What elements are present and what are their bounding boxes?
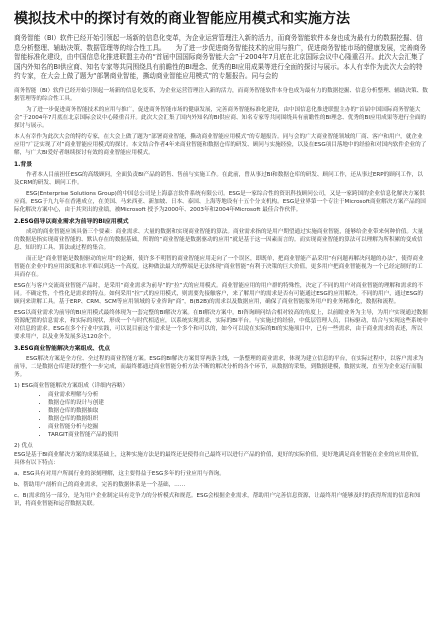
list-item: • 商业需求理解与分析	[48, 391, 428, 399]
list-item: • 数据仓库的数据组织	[48, 415, 428, 423]
body-paragraph: 商务智能（BI）软件已经开始引领起一场新的信息化变革，为企业运营管理注入新的活力，而商务智能软件本身也成为最有力的数据挖掘、信息分析整理、辅助决策、数据管理等的综合性工具。	[14, 87, 428, 102]
list-item: • 数据仓库的设计与创建	[48, 399, 428, 407]
advantage-paragraph: ESG是基于BI商业解决方案的成果基础上，这种实施方法是的最终还是使得自己最终可以进行产品的价值，更好的实际价值，更好地满足商业智能在企业的应用价值，具体有以下特点：	[14, 451, 423, 466]
section-paragraph: 成功的商业智能应该具备三个要素：商业需求、大量的数据和实现商业智能的算法。商业需求指的是用户期望通过实施商业智能，能够给企业带来何种价值。大量的数据是指实现商业智能的、默认存在的数据基础，所谓的“商业智能是数据驱动的应用”就是基于这一因素而言的。而实现商业智能的算法可以理解为所积累的变成信息、知识的工具、算法或过程的集合。	[14, 228, 424, 251]
article-body	[14, 87, 428, 508]
body-paragraph: 本人有幸作为此次大会的特约专家，在大会上做了题为“部署商业智能，撕动商业智能应用模式”的专题报告。同与会的广大商业智能领域的厂商、客户和用户，就企业应用“广泛实现了对”商业智能应用模式的探讨。本文结合作者4年来商业智能和数据仓库的研发、顾问与实施经验，以及在ESG项目落地中的经验和对国内软件企业的了解，与广大BI爱好者继续探讨有效的商业智能应用模式。	[14, 133, 427, 156]
advantage-paragraph: a、ESG具有对用户所属行业的深刻理解，这主要得益于ESG多年的行业应用与咨询。	[14, 470, 225, 477]
section-heading: 2.ESG倡导以商业需求为前导的BI应用模式	[14, 218, 129, 225]
abstract-paragraph: 商务智能（BI）软件已经开始引领起一场新的信息化变革，为企业运营管理注入新的活力，而商务智能软件本身也成为最有力的数据挖掘、信息分析整理、辅助决策、数据管理等的综合性工具。 为了进一步促进商务智能技术的应用与推广，促进商务智能市场的健康发展，完善商务智能标准化建设，由中国信息化推进联盟主办的“首届中国国际商务智能大会”于2004年7月底在北京国际会议中心隆重召开。此次大会汇集了国内外知名的BI供应商、知名专家等共同围绕具有前瞻性的BI理念、优秀的BI应用成果等进行全面的探讨与展示。本人有幸作为此次大会的特约专家，在大会上做了题为“部署商业智能，撕动商业智能应用模式”的专题报告。同与会的	[14, 34, 427, 81]
components-list	[14, 391, 428, 439]
section-heading: 1.背景	[14, 161, 33, 168]
section-paragraph: ESG在与客户交流商业智能产品时，是采用“商业需求为前导”的“拉”式的应用模式。商业智能应用的用户群的特殊性，决定了不同的用户对商业智能的理解和需求的不同。不确定性，个性化是需求的特点。如何采用“拉”式的应用模式，则需要先接触客户，来了解用户的需求是否有可能通过ESG的应用解决。不同的用户，通过ESG的顾问来讲解工具。基于ERP、CRM、SCM等应用领域的专业咨询“商”，B(B2B)的需求以及数据应用，确保了商业智能服务用户的业务精准化，数据和流程。	[14, 282, 424, 305]
abstract-block	[14, 34, 428, 82]
section-paragraph: 而正是“商业智能是数据驱动的应用”的论断，使许多不明智的商业智能应用走向了一个误区，即既单，把商业智能产品采用“有问题再解决问题的办法”，使得商业智能在企业中的应用深度和水平难以到达一个高度。这种做法最大的弊端是无法体现“商业智能”有利于决策的巨大价值，更多用户把商业智能视为一个已经定制好的工具而存在。	[14, 255, 424, 278]
list-item: • 数据仓库的数据抽取	[48, 407, 428, 415]
advantage-paragraph: b、帮助用户剖析自己的商业需求，完善的数据体系是一个基础，……	[14, 481, 186, 488]
advantages-label: 2) 优点	[14, 442, 33, 449]
section-paragraph: ESG解决方案是全方位、全过程的商业智能方案。ESG的BI解决方案贯穿两条主线，一条整理的商业需求，体现为建立信息的平台，在实际过程中，以客户需求为前导，二是数据仓库建设的整个一步完成，而最终都通过商业智能分析方法不断的解决分析的各个环节，从数据的采集，到数据建模，数据实现，直至为企业运行而服务。	[14, 355, 424, 378]
components-label: 1) ESG商业智能解决方案组成（详细内容略）	[14, 382, 129, 389]
section-heading: 3.ESG商业智能解决方案组成、优点	[14, 345, 111, 352]
list-item: • TARGIT商业智能产品的使用	[48, 431, 428, 439]
list-item: • 商业智能分析与挖掘	[48, 423, 428, 431]
section-paragraph: ESG(Enterprise Solutions Group)的中国总公司是上海嘉言软件系统有限公司。ESG是一家综合性的资讯科技顾问公司，又是一家跨国的企业信息化解决方案供应商。ESG于九九年在香港成立，在美国、马来西亚、新加坡、日本、泰国、上海等地设有十五个分支机构。ESG是业界第一个专注于Microsoft商业解决方案产品的国际化解决方案中心，由于其突出的业绩，被Microsoft 授予为2000年、2003年和2004年Microsoft 最佳合作伙伴。	[14, 190, 426, 213]
section-paragraph: 作者本人目前担任ESG的高级顾问，全面负责BI产品的销售、售前与实施工作。在此前，曾从事过BI和数据仓库的研发、顾问工作，还从事过ERP的顾问工作，以及CRM的研发、顾问工作。	[14, 171, 423, 186]
page-title: 模拟技术中的探讨有效的商业智能应用模式和实施方法	[14, 11, 350, 27]
advantage-paragraph: c、B(需求的另一部分，是为用户企业制定具有竞争力的分析模式和规范。ESG会根据企业需求，帮助用户完善信息资源，让最终用户能够及时的获得所需的信息和知识，将商业智能和运营数据关联。	[14, 492, 421, 507]
section-paragraph: ESG以商业需求为前导的BI应用模式最终体现为一套完整的BI解决方案。在BI解决方案中，BI咨询顾问结合相对较高的角度上，以前瞻业务为主导，为用户实现通过数据资源配置的信息需求，和实际的现状，形成一个与时代相适应，以系统实现需求，实际的BI平台。与实施过的经验，中低层管理人员，目标驱动，结合与实现这些系统中对信息的需求。ESG在多个行业中实践，可以说目前这个需求是一个多个和可以的，如今可以说在实际的BI的实施项目中，已有一些需求，由于商业需求的表述，所以要求用户，以及业务发展多达120余个。	[14, 309, 428, 340]
body-paragraph: 为了进一步促进商务智能技术的应用与推广，促进商务智能市场的健康发展，完善商务智能标准化建设，由中国信息化推进联盟主办的“首届中国国际商务智能大会”于2004年7月底在北京国际会议中心隆重召开。此次大会汇集了国内外知名的BI供应商、知名专家等共同围绕具有前瞻性的BI理念、优秀的BI应用成果等进行全面的探讨与展示。	[14, 106, 426, 129]
